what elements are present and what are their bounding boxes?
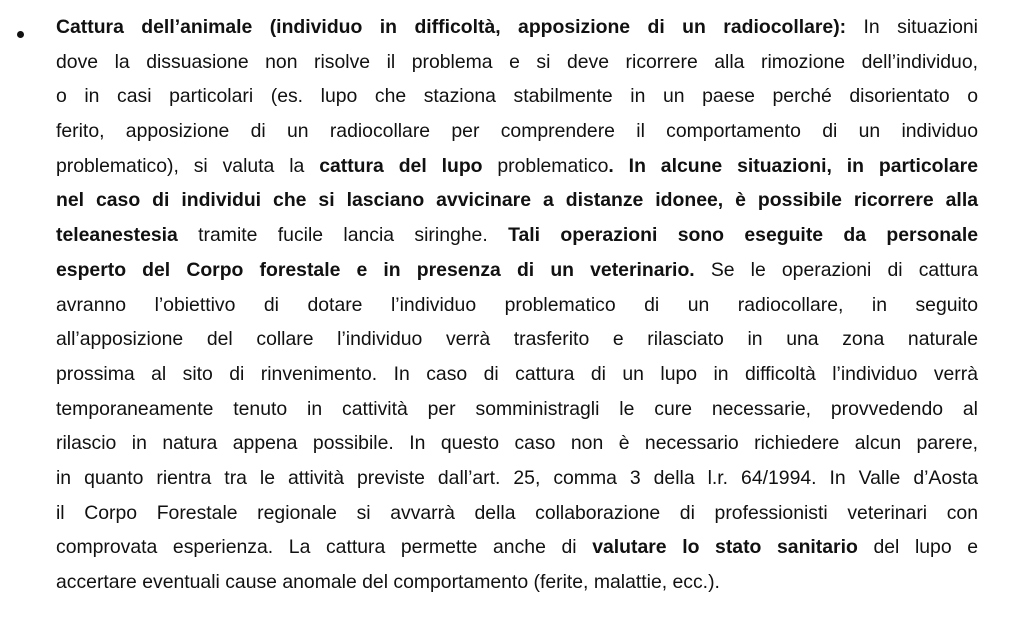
text-run: problematico [482, 154, 609, 177]
bullet-point-icon [17, 31, 24, 38]
text-run: il Corpo Forestale regionale si avvarrà della collaborazione di professionisti veterinari con [56, 501, 978, 524]
text-line [56, 183, 978, 218]
text-run: problematico), si valuta la [56, 154, 320, 177]
text-run: all’apposizione del collare l’individuo verrà trasferito e rilasciato in una zona naturale [56, 328, 978, 351]
bold-text-run: Tali operazioni sono eseguite da personale [508, 224, 978, 247]
text-line [56, 530, 978, 565]
text-run: comprovata esperienza. La cattura permette anche di [56, 536, 593, 559]
text-line [56, 10, 978, 45]
text-line [56, 114, 978, 149]
text-line [56, 79, 978, 114]
bold-text-run: Cattura dell’animale (individuo in difficoltà, apposizione di un radiocollare): [56, 16, 847, 38]
text-line [56, 426, 978, 461]
text-run: Se le operazioni di cattura [694, 258, 978, 281]
text-line [56, 565, 978, 600]
text-run: avranno l’obiettivo di dotare l’individuo problematico di un radiocollare, in seguito [56, 293, 978, 316]
text-run: del lupo e [857, 536, 979, 559]
text-run: ferito, apposizione di un radiocollare per comprendere il comportamento di un individuo [56, 120, 978, 143]
text-line [56, 253, 978, 288]
bold-text-run: nel caso di individui che si lasciano avvicinare a distanze idonee, è possibile ricorrere alla [56, 189, 978, 212]
text-run: o in casi particolari (es. lupo che staziona stabilmente in un paese perché disorientato o [56, 85, 978, 108]
bold-text-run: teleanestesia [56, 224, 178, 247]
text-line [56, 288, 978, 323]
text-line [56, 45, 978, 80]
text-run: tramite fucile lancia siringhe. [177, 224, 509, 247]
text-line [56, 496, 978, 531]
bold-text-run: esperto del Corpo forestale e in presenza di un veterinario. [56, 258, 695, 281]
text-run: in quanto rientra tra le attività previste dall’art. 25, comma 3 della l.r. 64/1994. In Valle d’Aosta [56, 466, 978, 489]
text-run: rilascio in natura appena possibile. In questo caso non è necessario richiedere alcun parere, [56, 432, 978, 455]
text-line [56, 392, 978, 427]
text-line [56, 149, 978, 184]
text-run: dove la dissuasione non risolve il problema e si deve ricorrere alla rimozione dell’individuo, [56, 50, 978, 73]
text-line [56, 322, 978, 357]
bold-text-run: cattura del lupo [319, 154, 483, 177]
bold-text-run: . In alcune situazioni, in particolare [608, 154, 979, 177]
text-line [56, 218, 978, 253]
text-run: In situazioni [846, 16, 978, 38]
bullet-paragraph [56, 10, 978, 600]
text-run: temporaneamente tenuto in cattività per somministragli le cure necessarie, provvedendo al [56, 397, 978, 420]
text-line [56, 357, 978, 392]
text-line [56, 461, 978, 496]
text-run: prossima al sito di rinvenimento. In caso di cattura di un lupo in difficoltà l’individuo verrà [56, 362, 978, 385]
text-run: accertare eventuali cause anomale del comportamento (ferite, malattie, ecc.). [56, 571, 720, 593]
bold-text-run: valutare lo stato sanitario [592, 536, 858, 559]
